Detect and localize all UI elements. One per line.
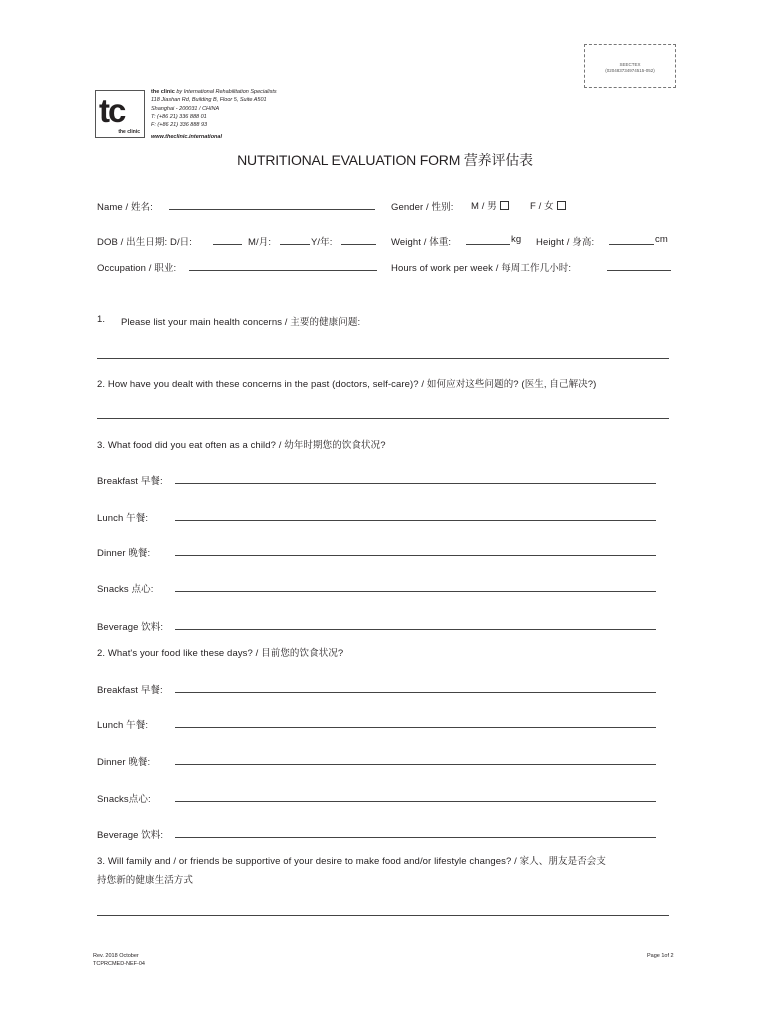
form-title: NUTRITIONAL EVALUATION FORM 营养评估表 (237, 152, 533, 168)
child-breakfast-field[interactable] (175, 483, 656, 484)
document-stamp (584, 44, 676, 88)
dob-day-field[interactable] (213, 244, 242, 245)
q1-number: 1. (97, 314, 106, 325)
now-dinner-label: Dinner 晚餐: (97, 757, 151, 768)
q4-text: 2. What's your food like these days? / 目前您的饮食状况? (97, 648, 344, 659)
footer-document-code: TCPRCMED-NEF-04 (93, 961, 145, 967)
clinic-website: www.theclinic.international (151, 134, 223, 141)
height-field[interactable] (609, 244, 654, 245)
gender-label: Gender / 性别: (391, 202, 454, 213)
name-field[interactable] (169, 209, 375, 210)
now-beverage-label: Beverage 饮料: (97, 830, 164, 841)
occupation-label: Occupation / 职业: (97, 263, 177, 274)
now-snacks-label: Snacks点心: (97, 794, 151, 805)
child-dinner-field[interactable] (175, 555, 656, 556)
dob-day-label: DOB / 出生日期: D/日: (97, 237, 193, 248)
q5-text-line-2: 持您新的健康生活方式 (97, 875, 194, 886)
gender-male-option[interactable] (471, 198, 509, 212)
logo-subtitle: the clinic (118, 129, 140, 135)
child-lunch-field[interactable] (175, 520, 656, 521)
clinic-phone: T: (+86 21) 336 888 01 (151, 113, 207, 120)
logo-mark: tc (99, 92, 125, 129)
weight-label: Weight / 体重: (391, 237, 452, 248)
q1-text: Please list your main health concerns / 主要的健康问题: (121, 317, 361, 328)
occupation-field[interactable] (189, 270, 377, 271)
now-snacks-field[interactable] (175, 801, 656, 802)
child-snacks-field[interactable] (175, 591, 656, 592)
clinic-address-block (151, 88, 277, 142)
height-unit: cm (655, 234, 668, 245)
footer-page-number: Page 1of 2 (647, 953, 674, 959)
gender-female-label: F / 女 (530, 201, 554, 212)
hours-label: Hours of work per week / 每周工作几小时: (391, 263, 572, 274)
gender-female-option[interactable] (530, 198, 566, 212)
now-beverage-field[interactable] (175, 837, 656, 838)
q5-answer-line[interactable] (97, 915, 669, 916)
child-beverage-field[interactable] (175, 629, 656, 630)
clinic-tagline: by International Rehabilitation Specialists (174, 89, 277, 95)
now-dinner-field[interactable] (175, 764, 656, 765)
gender-male-checkbox[interactable] (500, 201, 509, 210)
q1-answer-line[interactable] (97, 358, 669, 359)
now-lunch-field[interactable] (175, 727, 656, 728)
name-label: Name / 姓名: (97, 202, 153, 213)
child-lunch-label: Lunch 午餐: (97, 513, 149, 524)
child-breakfast-label: Breakfast 早餐: (97, 476, 163, 487)
child-beverage-label: Beverage 饮料: (97, 622, 164, 633)
weight-unit: kg (511, 234, 522, 245)
now-breakfast-field[interactable] (175, 692, 656, 693)
clinic-address-line-1: 118 Jiashan Rd, Building B, Floor 5, Suite A501 (151, 97, 267, 104)
now-breakfast-label: Breakfast 早餐: (97, 685, 163, 696)
q2-answer-line[interactable] (97, 418, 669, 419)
footer-revision-block (93, 952, 145, 968)
dob-year-field[interactable] (341, 244, 376, 245)
q2-text: 2. How have you dealt with these concerns in the past (doctors, self-care)? / 如何应对这些问题的? (医生, 自己解决?) (97, 379, 597, 390)
clinic-name: the clinic (151, 89, 175, 95)
height-label: Height / 身高: (536, 237, 595, 248)
clinic-fax: F: (+86 21) 336 888 93 (151, 122, 208, 129)
child-snacks-label: Snacks 点心: (97, 584, 154, 595)
q5-text-line-1: 3. Will family and / or friends be supportive of your desire to make food and/or lifestyle changes? / 家人、朋友是否会支 (97, 856, 607, 867)
child-dinner-label: Dinner 晚餐: (97, 548, 151, 559)
hours-field[interactable] (607, 270, 671, 271)
weight-field[interactable] (466, 244, 510, 245)
dob-month-field[interactable] (280, 244, 310, 245)
dob-month-label: M/月: (248, 237, 272, 248)
q3-text: 3. What food did you eat often as a child? / 幼年时期您的饮食状况? (97, 440, 386, 451)
footer-revision: Rev. 2018 October (93, 953, 139, 959)
clinic-address-line-2: Shanghai - 200031 / CHINA (151, 105, 220, 112)
gender-male-label: M / 男 (471, 201, 497, 212)
stamp-line-1: SEECTEX (619, 62, 641, 67)
dob-year-label: Y/年: (311, 237, 333, 248)
stamp-line-2: (020483734974515-052) (605, 68, 655, 73)
now-lunch-label: Lunch 午餐: (97, 720, 149, 731)
gender-female-checkbox[interactable] (557, 201, 566, 210)
clinic-logo (95, 90, 145, 138)
